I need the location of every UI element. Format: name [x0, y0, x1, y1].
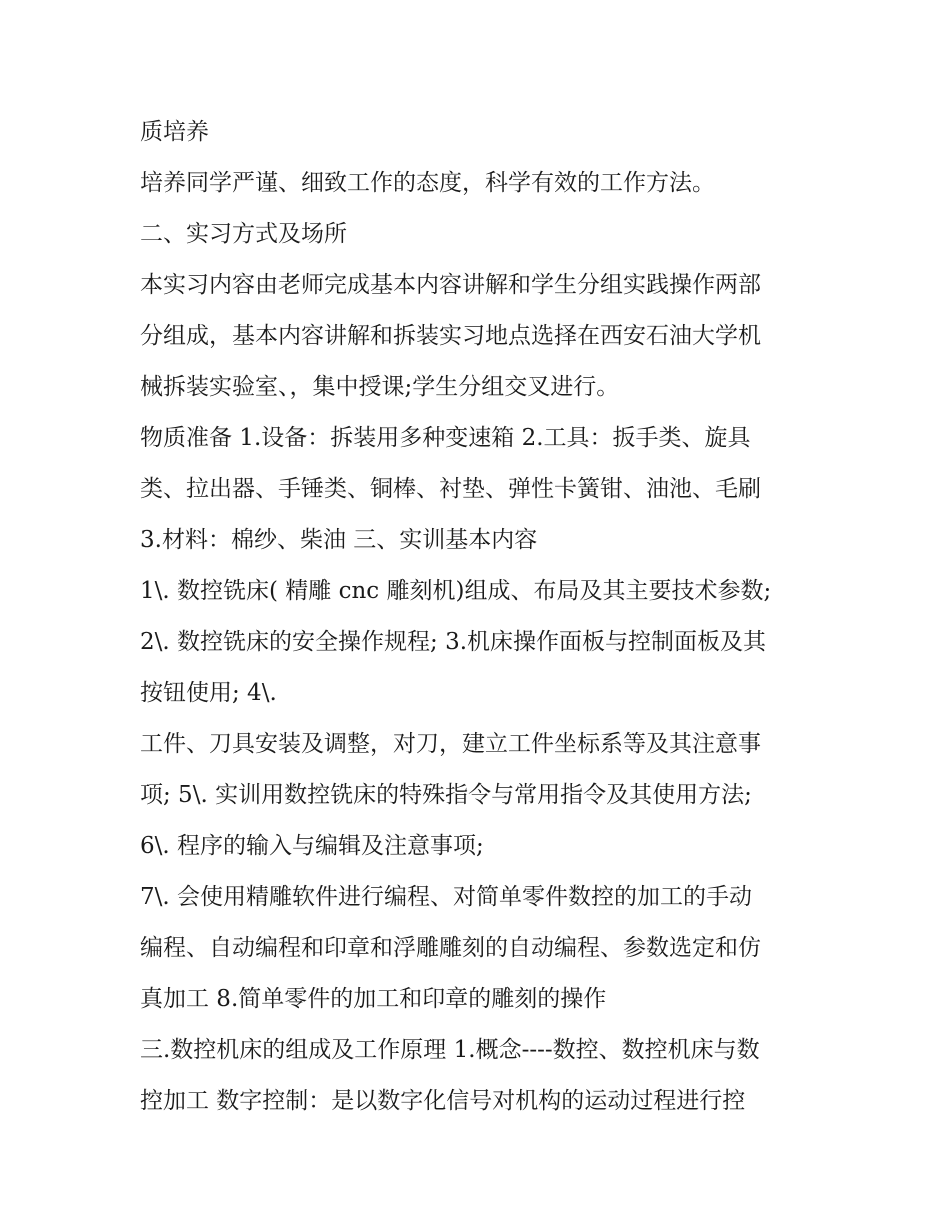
text-line: 6\. 程序的输入与编辑及注意事项;: [140, 833, 484, 859]
text-line: 培养同学严谨、细致工作的态度，科学有效的工作方法。: [140, 170, 715, 196]
text-line: 类、拉出器、手锤类、铜棒、衬垫、弹性卡簧钳、油池、毛刷: [140, 476, 761, 502]
text-line: 3.材料：棉纱、柴油 三、实训基本内容: [140, 527, 538, 553]
text-line: 2\. 数控铣床的安全操作规程; 3.机床操作面板与控制面板及其: [140, 629, 767, 655]
body-text: [140, 107, 820, 1127]
text-line: 1\. 数控铣床( 精雕 cnc 雕刻机)组成、布局及其主要技术参数;: [140, 578, 772, 604]
text-line: 本实习内容由老师完成基本内容讲解和学生分组实践操作两部: [140, 272, 761, 298]
text-line: 7\. 会使用精雕软件进行编程、对简单零件数控的加工的手动: [140, 884, 753, 910]
text-line: 项; 5\. 实训用数控铣床的特殊指令与常用指令及其使用方法;: [140, 782, 752, 808]
section-heading: 二、实习方式及场所: [140, 221, 347, 247]
text-line: 真加工 8.简单零件的加工和印章的雕刻的操作: [140, 986, 607, 1012]
text-line: 物质准备 1.设备：拆装用多种变速箱 2.工具：扳手类、旋具: [140, 425, 751, 451]
text-line: 按钮使用; 4\.: [140, 680, 277, 706]
text-line: 三.数控机床的组成及工作原理 1.概念----数控、数控机床与数: [140, 1037, 760, 1063]
text-line: 械拆装实验室、，集中授课;学生分组交叉进行。: [140, 374, 620, 400]
text-line: 编程、自动编程和印章和浮雕雕刻的自动编程、参数选定和仿: [140, 935, 761, 961]
text-line: 质培养: [140, 119, 209, 145]
text-line: 分组成，基本内容讲解和拆装实习地点选择在西安石油大学机: [140, 323, 761, 349]
text-line: 控加工 数字控制：是以数字化信号对机构的运动过程进行控: [140, 1088, 746, 1114]
text-line: 工件、刀具安装及调整，对刀，建立工件坐标系等及其注意事: [140, 731, 761, 757]
